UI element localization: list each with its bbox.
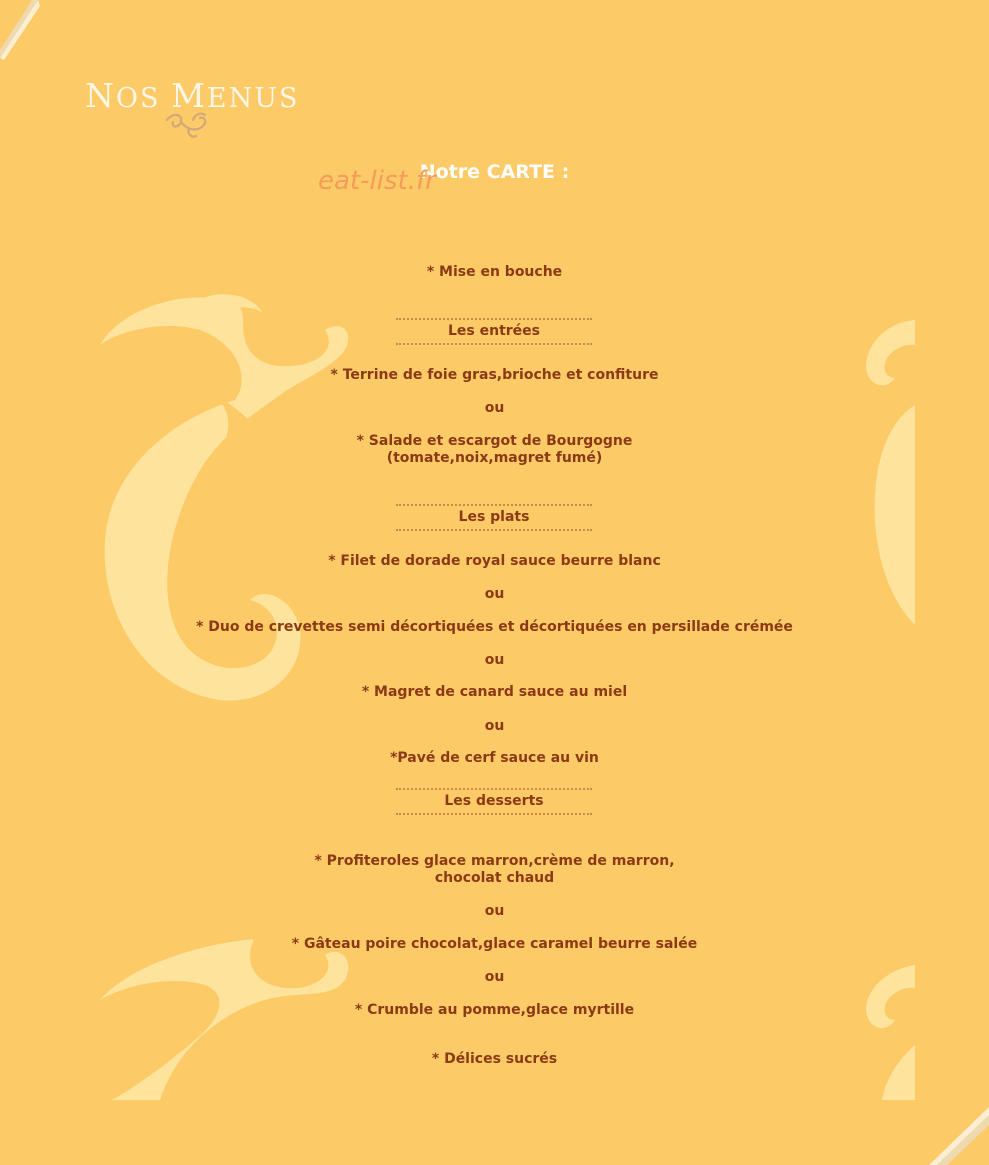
menu-or-separator: ou bbox=[484, 718, 505, 734]
menu-or-separator: ou bbox=[484, 652, 505, 668]
section-heading-plats: Les plats bbox=[396, 504, 592, 531]
menu-item-dessert: * Gâteau poire chocolat,glace caramel beurre salée bbox=[291, 936, 698, 952]
bottom-right-corner-ribbon bbox=[929, 1107, 989, 1165]
menu-or-separator: ou bbox=[484, 969, 505, 985]
menu-or-separator: ou bbox=[484, 586, 505, 602]
menu-item-entree: * Salade et escargot de Bourgogne bbox=[356, 433, 633, 449]
menu-item-plat: * Duo de crevettes semi décortiquées et décortiquées en persillade crémée bbox=[196, 619, 793, 635]
menu-item-dessert: * Crumble au pomme,glace myrtille bbox=[354, 1002, 635, 1018]
page-title: NOS MENUS bbox=[85, 76, 300, 115]
menu-item-entree: * Terrine de foie gras,brioche et confiture bbox=[330, 367, 659, 383]
menu-item-dessert-detail: chocolat chaud bbox=[434, 870, 555, 886]
section-heading-desserts: Les desserts bbox=[396, 788, 592, 815]
menu-item-plat: * Filet de dorade royal sauce beurre blanc bbox=[328, 553, 661, 569]
menu-or-separator: ou bbox=[484, 903, 505, 919]
menu-item-plat: * Magret de canard sauce au miel bbox=[361, 684, 628, 700]
menu-item-dessert: * Profiteroles glace marron,crème de marron, bbox=[314, 853, 675, 869]
flourish-icon bbox=[163, 110, 213, 140]
carte-title: Notre CARTE : bbox=[419, 161, 570, 183]
menu-item-entree-detail: (tomate,noix,magret fumé) bbox=[386, 450, 603, 466]
section-heading-entrees: Les entrées bbox=[396, 318, 592, 345]
menu-item-amuse: * Mise en bouche bbox=[426, 264, 563, 280]
menu-item-plat: *Pavé de cerf sauce au vin bbox=[390, 750, 599, 766]
watermark: eat-list.fr bbox=[318, 166, 436, 196]
top-left-corner-ribbon bbox=[0, 0, 40, 60]
menu-or-separator: ou bbox=[484, 400, 505, 416]
menu-item-dessert: * Délices sucrés bbox=[431, 1051, 558, 1067]
